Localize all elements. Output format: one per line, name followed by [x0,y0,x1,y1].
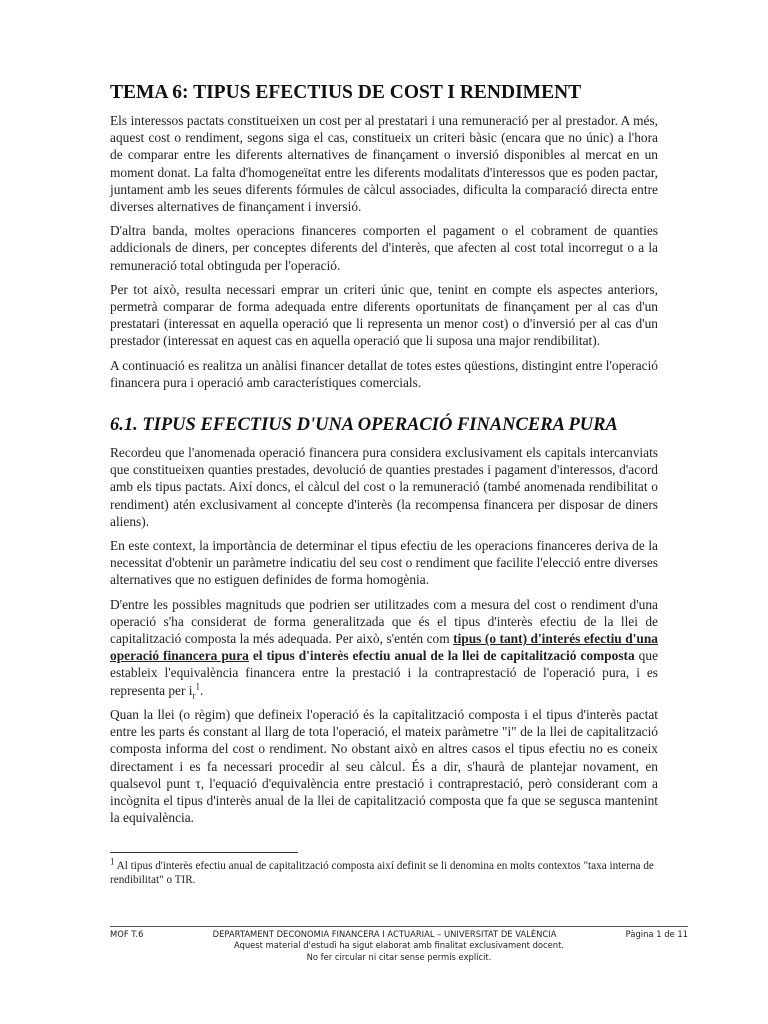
section-heading: 6.1. TIPUS EFECTIUS D'UNA OPERACIÓ FINANCERA PURA [110,415,618,436]
intro-paragraph-4: A continuació es realitza un anàlisi financer detallat de totes estes qüestions, distingint entre l'operació financera pura i operació amb característiques comercials. [110,357,658,390]
footnote-text: Al tipus d'interès efectiu anual de capitalització composta així definit se li denomina en molts contextos "taxa interna de rendibilitat" o TIR. [110,860,654,887]
footer-note-2: No fer circular ni citar sense permís explícit. [306,952,492,962]
page-title: TEMA 6: TIPUS EFECTIUS DE COST I RENDIMENT [110,82,582,103]
p3-text-a: D'entre les possibles magnituds que podrien ser utilitzades com a mesura del cost o rendiment d'una operació s'ha considerat de forma generalitzada que és el tipus d'interès efectiu de la llei de capitalització composta la més adequada. Per això, s'entén com [110,596,658,647]
document-page [110,82,658,887]
footnote-ref: 1 [195,681,201,692]
footer-left: MOF T.6 [110,929,144,939]
intro-paragraph-2: D'altra banda, moltes operacions financeres comporten el pagament o el cobrament de quanties addicionals de diners, per conceptes diferents del d'interès, que afecten al cost total incorregut o a la remuneració total obtinguda per l'operació. [110,223,658,273]
p3-definition-bold: el tipus d'interès efectiu anual de la llei de capitalització composta [248,648,635,664]
footer-page-number: Pàgina 1 de 11 [625,929,688,939]
section-paragraph-1: Recordeu que l'anomenada operació financera pura considera exclusivament els capitals intercanviats que constitueixen quanties prestades, devolució de quanties prestades i pagament d'interessos, d'acord amb els tipus pactats. Així doncs, el càlcul del cost o la remuneració (també anomenada rendibilitat o rendiment) atén exclusivament al concepte d'interès (la recompensa financera per disposar de diners aliens). [110,445,658,529]
footer-center: DEPARTAMENT DECONOMIA FINANCERA I ACTUARIAL – UNIVERSITAT DE VALÈNCIA [212,929,557,939]
section-paragraph-4: Quan la llei (o règim) que defineix l'operació és la capitalització composta i el tipus d'interès pactat entre les parts és constant al llarg de tota l'operació, el mateix paràmetre "i" de la llei de capitalització composta informa del cost o rendiment. No obstant això en altres casos el tipus efectiu no es coneix directament i es fa necessari procedir al seu càlcul. És a dir, s'haurà de plantejar novament, en qualsevol punt τ, l'equació d'equivalència entre prestació i contraprestació, però considerant com a incògnita el tipus d'interès anual de la llei de capitalització composta que fa que se segusca mantenint la equivalència. [110,706,658,826]
p3-definition-term: tipus (o tant) d'interés efectiu d'una operació financera pura [110,631,658,664]
intro-paragraph-3: Per tot això, resulta necessari emprar un criteri únic que, tenint en compte els aspectes anteriors, permetrà comparar de forma adequada entre diferents oportunitats de finançament per al cas d'un prestatari (interessat en aquella operació que li representa un menor cost) o d'inversió per al cas d'un prestador (interessat en aquest cas en aquella operació que li suposa una major rendibilitat). [110,281,658,349]
section-paragraph-2: En este context, la importància de determinar el tipus efectiu de les operacions financeres deriva de la necessitat d'obtenir un paràmetre indicatiu del seu cost o rendiment que facilite l'elecció entre diverses alternatives que no estiguen definides de forma homogènia. [110,538,658,588]
p3-subscript: r [192,690,196,701]
p3-text-d: que estableix l'equivalència financera entre la prestació i la contraprestació de l'operació pura, i es representa per i [110,648,659,698]
footnote-divider [110,852,298,853]
footer-row [110,927,688,939]
section-paragraph-3 [110,596,658,699]
footnote-mark: 1 [110,856,115,867]
p3-text-e: . [200,682,204,698]
footer-note-1: Aquest material d'estudi ha sigut elaborat amb finalitat exclusivament docent. [233,940,565,950]
intro-paragraph-1: Els interessos pactats constitueixen un cost per al prestatari i una remuneració per al prestador. A més, aquest cost o rendiment, segons siga el cas, constitueix un criteri bàsic (encara que no únic) a l'hora de comparar entre les diferents alternatives de finançament o inversió disponibles al mercat en un moment donat. La falta d'homogeneïtat entre les diferents modalitats d'interessos que es poden pactar, juntament amb les seues diferents fórmules de càlcul associades, dificulta la comparació directa entre diverses alternatives de finançament i inversió. [110,113,658,215]
page-footer [110,926,688,963]
footnote [110,856,658,887]
